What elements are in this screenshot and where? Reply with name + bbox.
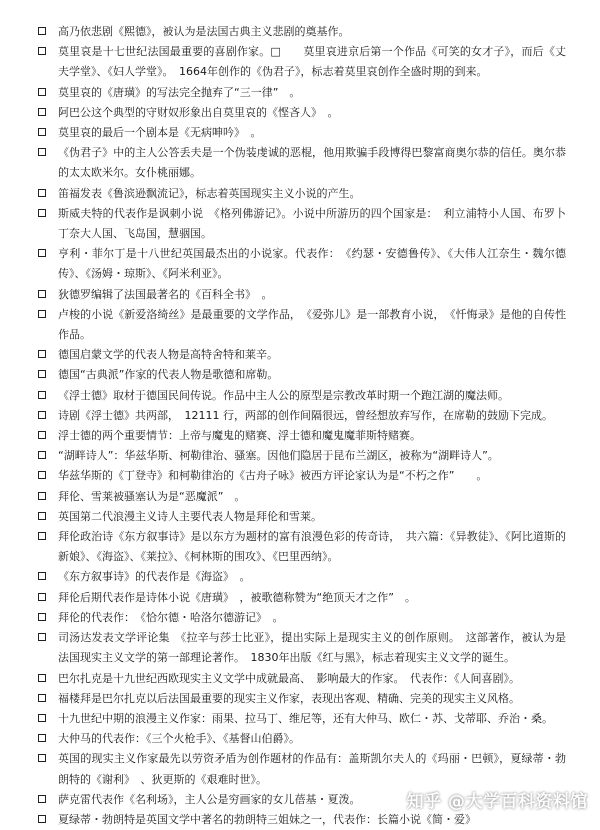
list-item <box>58 567 566 587</box>
checkbox-icon <box>38 391 46 399</box>
list-item <box>58 507 566 527</box>
item-text: 莫里哀是十七世纪法国最重要的喜剧作家。□ 莫里哀进京后第一个作品《可笑的女才子》，而后《丈夫学堂》、《妇人学堂》。 1664年创作的《伪君子》，标志着莫里哀创作全盛时期的到来。 <box>58 45 566 79</box>
checkbox-icon <box>38 350 46 358</box>
item-text: 拜伦政治诗《东方叙事诗》是以东方为题材的富有浪漫色彩的传奇诗， 共六篇：《异教徒》、《阿比道斯的新娘》、《海盗》、《莱拉》、《柯林斯的围攻》、《巴里西纳》。 <box>58 530 566 564</box>
list-item <box>58 628 566 668</box>
checkbox-icon <box>38 694 46 702</box>
checkbox-icon <box>38 290 46 298</box>
item-text: 《浮士德》取材于德国民间传说。作品中主人公的原型是宗教改革时期一个跑江湖的魔法师。 <box>58 388 509 402</box>
item-text: 夏绿蒂・勃朗特是英国文学中著名的勃朗特三姐妹之一，代表作：长篇小说《简・爱》 <box>58 812 476 826</box>
list-item <box>58 305 566 345</box>
list-item <box>58 83 566 103</box>
list-item <box>58 285 566 305</box>
list-item <box>58 123 566 143</box>
checkbox-icon <box>38 714 46 722</box>
list-item <box>58 406 566 426</box>
item-text: 华兹华斯的《丁登寺》和柯勒律治的《古舟子咏》被西方评论家认为是“不朽之作” 。 <box>58 469 488 483</box>
list-item <box>58 729 566 749</box>
checkbox-icon <box>38 148 46 156</box>
checkbox-icon <box>38 128 46 136</box>
list-item <box>58 487 566 507</box>
item-text: 莫里哀的《唐璜》的写法完全抛弃了“三一律” 。 <box>58 85 301 99</box>
item-text: 德国启蒙文学的代表人物是高特舍特和莱辛。 <box>58 348 278 362</box>
item-text: 诗剧《浮士德》共两部， 12111 行，两部的创作间隔很远，曾经想放弃写作，在席勒的鼓励下完成。 <box>58 408 553 422</box>
list-item <box>58 709 566 729</box>
item-text: 斯威夫特的代表作是讽刺小说 《格列佛游记》。小说中所游历的四个国家是： 利立浦特小人国、布罗卜丁奈大人国、飞岛国，慧骃国。 <box>58 206 566 241</box>
item-text: 萨克雷代表作《名利场》，主人公是穷画家的女儿蓓基・夏泼。 <box>58 792 361 806</box>
item-text: 巴尔扎克是十九世纪西欧现实主义文学中成就最高、 影响最大的作家。 代表作：《人间喜剧》。 <box>58 671 520 685</box>
item-text: 阿巴公这个典型的守财奴形象出自莫里哀的《悭吝人》 。 <box>58 105 339 119</box>
checkbox-icon <box>38 633 46 641</box>
item-text: 卢梭的小说《新爱洛绮丝》是最重要的文学作品， 《爱弥儿》是一部教育小说， 《忏悔录》是他的自传性作品。 <box>58 307 566 342</box>
item-text: 笛福发表《鲁滨逊飘流记》，标志着英国现实主义小说的产生。 <box>58 186 361 200</box>
list-item <box>58 749 566 789</box>
checkbox-icon <box>38 411 46 419</box>
item-text: 拜伦、雪莱被骚塞认为是“恶魔派” 。 <box>58 489 246 503</box>
checkbox-icon <box>38 471 46 479</box>
list-item <box>58 143 566 183</box>
item-text: 德国“古典派”作家的代表人物是歌德和席勒。 <box>58 368 279 382</box>
item-text: 福楼拜是巴尔扎克以后法国最重要的现实主义作家，表现出客观、精确、完美的现实主义风格。 <box>58 691 520 705</box>
list-item <box>58 42 566 82</box>
item-text: 拜伦的代表作： 《恰尔德・哈洛尔德游记》 。 <box>58 610 284 624</box>
item-text: 浮士德的两个重要情节：上帝与魔鬼的赌赛、浮士德和魔鬼魔菲斯特赌赛。 <box>58 429 421 443</box>
list-item <box>58 588 566 608</box>
list-item <box>58 22 566 42</box>
checkbox-icon <box>38 492 46 500</box>
item-text: 高乃依悲剧《熙德》，被认为是法国古典主义悲剧的奠基作。 <box>58 25 350 38</box>
list-item <box>58 204 566 244</box>
list-item <box>58 446 566 466</box>
item-text: 司汤达发表文学评论集 《拉辛与莎士比亚》，提出实际上是现实主义的创作原则。 这部著作，被认为是法国现实主义文学的第一部理论著作。 1830年出版《红与黑》，标志着现实主义文学的诞生。 <box>58 631 566 665</box>
checkbox-icon <box>38 370 46 378</box>
checkbox-icon <box>38 47 46 55</box>
checkbox-icon <box>38 815 46 823</box>
checkbox-icon <box>38 754 46 762</box>
item-text: 十九世纪中期的浪漫主义作家：雨果、拉马丁、维尼等，还有大仲马、欧仁・苏、戈蒂耶、乔治・桑。 <box>58 711 553 725</box>
list-item <box>58 527 566 567</box>
list-item <box>58 386 566 406</box>
list-item <box>58 184 566 204</box>
item-text: “湖畔诗人”：华兹华斯、柯勒律治、骚塞。因他们隐居于昆布兰湖区，被称为“湖畔诗人”。 <box>58 449 499 463</box>
item-text: 拜伦后期代表作是诗体小说《唐璜》 ，被歌德称赞为“绝顶天才之作” 。 <box>58 590 416 604</box>
checkbox-icon <box>38 572 46 580</box>
list-item <box>58 244 566 284</box>
checkbox-icon <box>38 512 46 520</box>
item-text: 《东方叙事诗》的代表作是《海盗》 。 <box>58 570 251 584</box>
checkbox-icon <box>38 108 46 116</box>
watermark: 知乎 @大学百科资料馆 <box>406 792 588 812</box>
item-text: 亨利・菲尔丁是十八世纪英国最杰出的小说家。代表作： 《约瑟・安德鲁传》、《大伟人江奈生・魏尔德传》、《汤姆・琼斯》、《阿米利亚》。 <box>58 247 566 281</box>
checkbox-icon <box>38 209 46 217</box>
checkbox-icon <box>38 613 46 621</box>
checkbox-icon <box>38 310 46 318</box>
item-text: 《伪君子》中的主人公答丢夫是一个伪装虔诚的恶棍，他用欺骗手段博得巴黎富商奥尔恭的信任。奥尔恭的太太欧米尔。女仆桃丽娜。 <box>58 146 566 180</box>
item-text: 莫里哀的最后一个剧本是《无病呻吟》 。 <box>58 126 262 140</box>
list-item <box>58 466 566 486</box>
list-item <box>58 689 566 709</box>
list-item <box>58 426 566 446</box>
list-item <box>58 365 566 385</box>
checkbox-icon <box>38 249 46 257</box>
checkbox-icon <box>38 27 46 35</box>
checkbox-icon <box>38 189 46 197</box>
checkbox-icon <box>38 734 46 742</box>
checkbox-icon <box>38 532 46 540</box>
checkbox-icon <box>38 451 46 459</box>
item-text: 大仲马的代表作：《三个火枪手》、《基督山伯爵》。 <box>58 732 300 746</box>
list-item <box>58 103 566 123</box>
checkbox-icon <box>38 674 46 682</box>
checkbox-icon <box>38 593 46 601</box>
checkbox-icon <box>38 88 46 96</box>
checkbox-icon <box>38 431 46 439</box>
item-text: 英国的现实主义作家最先以劳资矛盾为创作题材的作品有：盖斯凯尔夫人的《玛丽・巴顿》，夏绿蒂・勃朗特的《谢利》 、狄更斯的《艰难时世》。 <box>58 752 566 786</box>
list-item <box>58 608 566 628</box>
item-text: 英国第二代浪漫主义诗人主要代表人物是拜伦和雪莱。 <box>58 509 322 523</box>
item-text: 狄德罗编辑了法国最著名的《百科全书》 。 <box>58 287 273 301</box>
list-item <box>58 669 566 689</box>
checkbox-icon <box>38 795 46 803</box>
list-item <box>58 345 566 365</box>
